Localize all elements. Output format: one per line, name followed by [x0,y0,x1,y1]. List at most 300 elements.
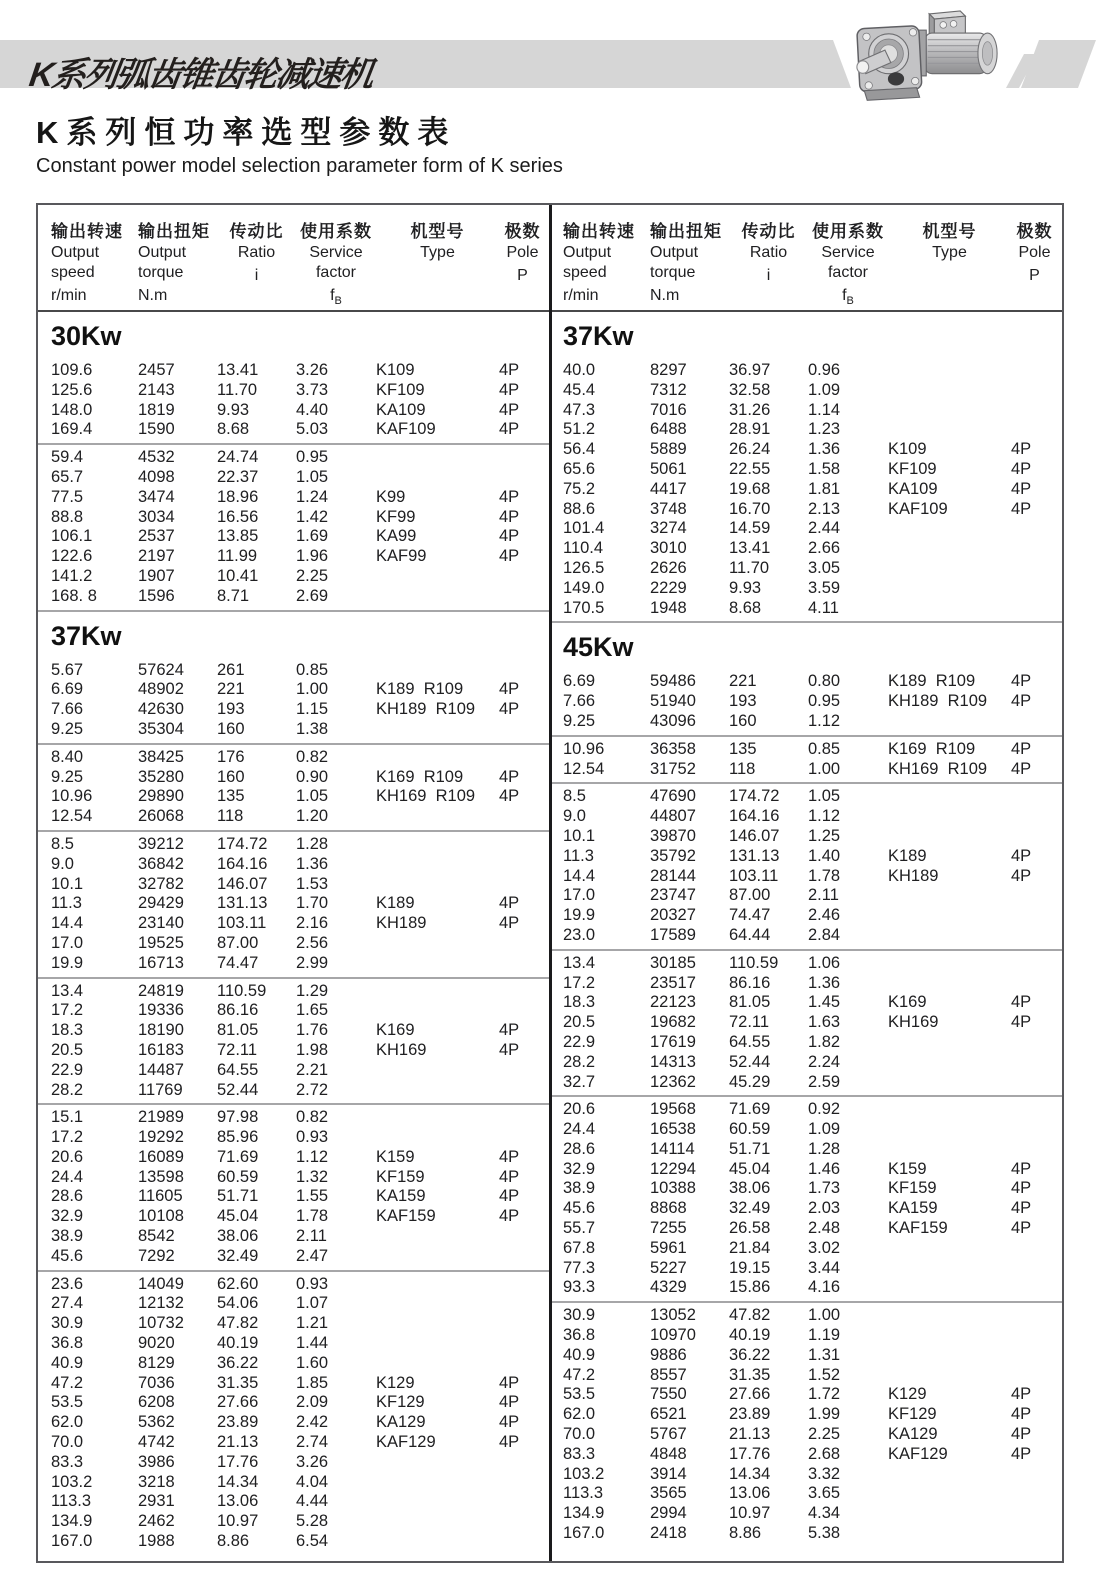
cell-pole [499,1492,550,1512]
cell-speed: 148.0 [51,400,93,419]
cell-speed: 126.5 [563,558,605,577]
cell-torque: 19568 [650,1100,696,1119]
cell-type: K99 [376,487,406,506]
cell-pole: 4P [1011,692,1032,711]
cell-ratio: 221 [729,672,757,691]
cell-pole [1011,1140,1062,1160]
cell-type [888,1259,1011,1279]
cell-type [888,559,1011,579]
cell-speed: 109.6 [51,361,93,379]
column-header-en: Pole [506,244,539,261]
cell-type [376,448,499,468]
cell-pole: 4P [1011,759,1032,778]
cell-ratio: 146.07 [217,874,268,893]
cell-type: KAF109 [376,420,436,439]
cell-type [888,420,1011,440]
cell-speed: 13.4 [51,981,84,1000]
column-header-en: Pole [1018,244,1051,261]
cell-factor: 2.25 [808,1425,841,1444]
table-row [563,420,1062,440]
cell-factor: 3.26 [296,361,329,379]
cell-speed: 32.7 [563,1072,596,1091]
cell-ratio: 32.58 [729,380,771,399]
page-subtitle: Constant power model selection parameter form of K series [36,155,563,177]
cell-ratio: 21.13 [729,1425,771,1444]
cell-ratio: 64.44 [729,925,771,944]
cell-type [888,1140,1011,1160]
cell-pole [1011,519,1062,539]
cell-torque: 3218 [138,1472,175,1491]
cell-factor: 1.20 [296,807,329,826]
table-row [563,1425,1062,1445]
cell-ratio: 87.00 [729,886,771,905]
cell-speed: 59.4 [51,448,84,467]
cell-factor: 3.05 [808,558,841,577]
cell-pole: 4P [1011,440,1032,459]
cell-factor: 1.98 [296,1040,329,1059]
table-row [51,1354,550,1374]
cell-pole: 4P [499,527,520,546]
cell-factor: 1.05 [296,787,329,806]
cell-type [888,886,1011,906]
cell-ratio: 27.66 [729,1385,771,1404]
table-row [51,700,550,720]
cell-speed: 36.8 [51,1334,84,1353]
cell-speed: 70.0 [563,1425,596,1444]
cell-torque: 47690 [650,787,696,806]
cell-factor: 0.90 [296,767,329,786]
cell-speed: 167.0 [563,1524,605,1543]
cell-pole [1011,1259,1062,1279]
cell-speed: 77.3 [563,1258,596,1277]
cell-torque: 32782 [138,874,184,893]
cell-torque: 13052 [650,1306,696,1325]
cell-factor: 1.55 [296,1187,329,1206]
cell-pole: 4P [499,547,520,566]
cell-type [376,587,499,607]
cell-ratio: 45.29 [729,1072,771,1091]
cell-pole: 4P [499,380,520,399]
cell-ratio: 60.59 [217,1167,259,1186]
column-header-en: Ratio [237,244,276,261]
cell-ratio: 23.89 [729,1405,771,1424]
table-row [51,361,550,381]
cell-pole: 4P [499,914,520,933]
cell-type [888,1366,1011,1386]
page-banner [0,0,1100,132]
cell-ratio: 71.69 [217,1147,259,1166]
cell-factor: 1.32 [296,1167,329,1186]
cell-ratio: 71.69 [729,1100,771,1119]
cell-ratio: 118 [217,807,244,826]
cell-ratio: 21.84 [729,1238,771,1257]
cell-torque: 43096 [650,711,696,730]
cell-speed: 10.96 [563,739,605,758]
cell-type: K189 [376,894,415,913]
cell-speed: 65.7 [51,467,84,486]
cell-factor: 2.16 [296,914,329,933]
cell-torque: 35280 [138,767,184,786]
cell-type [376,954,499,974]
cell-speed: 19.9 [51,953,84,972]
cell-pole: 4P [1011,846,1032,865]
cell-type [888,1120,1011,1140]
table-row [51,587,550,607]
table-row [51,527,550,547]
cell-type [888,954,1011,974]
row-group [550,1301,1062,1547]
table-row [51,547,550,567]
table-row [51,1061,550,1081]
table-row [51,1334,550,1354]
cell-factor: 3.44 [808,1258,841,1277]
table-row [563,559,1062,579]
cell-pole [499,1001,550,1021]
cell-pole [1011,1033,1062,1053]
cell-ratio: 14.34 [217,1472,259,1491]
cell-type [376,1227,499,1247]
cell-speed: 47.2 [51,1373,84,1392]
cell-ratio: 51.71 [217,1187,259,1206]
cell-ratio: 8.86 [217,1532,250,1551]
cell-factor: 0.80 [808,672,841,691]
cell-ratio: 8.68 [217,420,250,439]
cell-factor: 3.26 [296,1452,329,1471]
column-header-type [376,221,499,312]
cell-ratio: 193 [729,692,757,711]
table-row [563,1346,1062,1366]
cell-speed: 27.4 [51,1294,84,1313]
power-section-title: 45Kw [550,621,1062,669]
cell-type [376,1492,499,1512]
row-group [550,1095,1062,1301]
cell-speed: 28.2 [51,1080,84,1099]
cell-ratio: 31.35 [729,1365,771,1384]
cell-pole [1011,539,1062,559]
table-row [563,1366,1062,1386]
cell-speed: 8.40 [51,747,84,766]
cell-speed: 167.0 [51,1532,93,1551]
cell-torque: 2462 [138,1512,175,1531]
cell-torque: 2418 [650,1524,687,1543]
cell-torque: 7312 [650,380,687,399]
cell-type: KAF159 [888,1219,948,1238]
cell-speed: 38.9 [51,1227,84,1246]
cell-torque: 1596 [138,586,175,605]
cell-factor: 3.73 [296,380,329,399]
table-center-divider [549,205,552,1561]
cell-pole [499,954,550,974]
column-header-torque [650,221,729,312]
cell-factor: 1.00 [296,680,329,699]
cell-type [888,906,1011,926]
cell-type [888,1306,1011,1326]
cell-type [888,1033,1011,1053]
series-banner-title: K系列弧齿锥齿轮减速机 [26,56,375,94]
cell-speed: 19.9 [563,906,596,925]
cell-speed: 30.9 [563,1306,596,1325]
cell-ratio: 72.11 [729,1013,770,1032]
cell-torque: 36358 [650,739,696,758]
cell-pole: 4P [499,1187,520,1206]
fan-cover [978,33,997,74]
cell-type: KAF129 [888,1444,948,1463]
cell-type [376,748,499,768]
table-row [51,1473,550,1493]
column-header-en: torque [138,264,184,281]
cell-factor: 1.28 [808,1139,841,1158]
column-header-zh: 极数 [1016,222,1053,241]
cell-speed: 12.54 [563,759,605,778]
cell-factor: 1.36 [296,854,329,873]
cell-factor: 2.46 [808,906,841,925]
column-header-en: factor [315,264,356,281]
table-row [563,1326,1062,1346]
cell-speed: 47.2 [563,1365,596,1384]
cell-pole [499,1061,550,1081]
cell-torque: 39870 [650,826,696,845]
table-row [51,1081,550,1101]
cell-ratio: 174.72 [729,787,780,806]
row-group [38,658,550,743]
cell-type [888,926,1011,946]
cell-pole: 4P [499,1413,520,1432]
column-header-unit: r/min [51,287,87,304]
column-header-en: Ratio [749,244,788,261]
cell-type [376,875,499,895]
cell-pole [1011,1278,1062,1298]
cell-ratio: 36.97 [729,361,771,379]
cell-ratio: 54.06 [217,1294,259,1313]
cell-torque: 39212 [138,834,184,853]
column-header-pole [1011,221,1058,312]
cell-speed: 14.4 [51,914,84,933]
table-right-half [550,205,1062,1561]
cell-pole: 4P [499,400,520,419]
cell-factor: 6.54 [296,1532,329,1551]
cell-pole: 4P [1011,1013,1032,1032]
cell-type [376,1275,499,1295]
cell-speed: 7.66 [563,692,596,711]
cell-type [376,1334,499,1354]
cell-type [888,1239,1011,1259]
cell-type [376,1512,499,1532]
cell-type: KH169 [376,1040,427,1059]
column-header-ratio [217,221,296,312]
table-row [563,974,1062,994]
column-header-pole [499,221,546,312]
table-row [563,740,1062,760]
cell-speed: 103.2 [51,1472,93,1491]
column-header-zh: 输出扭矩 [138,222,210,241]
cell-ratio: 40.19 [729,1326,771,1345]
cell-speed: 88.8 [51,507,84,526]
cell-ratio: 86.16 [729,973,771,992]
cell-speed: 62.0 [51,1413,84,1432]
cell-factor: 1.12 [808,711,841,730]
cell-torque: 3986 [138,1452,175,1471]
cell-speed: 62.0 [563,1405,596,1424]
cell-ratio: 62.60 [217,1274,259,1293]
table-row [51,381,550,401]
cell-torque: 3274 [650,519,687,538]
cell-torque: 23747 [650,886,696,905]
table-row [563,1405,1062,1425]
cell-factor: 0.92 [808,1100,841,1119]
cell-ratio: 81.05 [729,993,771,1012]
cell-ratio: 176 [217,747,245,766]
cell-speed: 75.2 [563,479,596,498]
cell-ratio: 15.86 [729,1278,771,1297]
cell-factor: 1.81 [808,479,841,498]
cell-type [376,1294,499,1314]
table-row [51,1187,550,1207]
cell-speed: 11.3 [51,894,82,913]
cell-torque: 9020 [138,1334,175,1353]
cell-pole: 4P [1011,993,1032,1012]
cell-factor: 2.44 [808,519,841,538]
cell-ratio: 86.16 [217,1001,259,1020]
cell-type [888,1100,1011,1120]
cell-factor: 1.40 [808,846,841,865]
cell-speed: 70.0 [51,1433,84,1452]
cell-factor: 4.16 [808,1278,841,1297]
cell-torque: 2197 [138,547,175,566]
cell-speed: 45.6 [51,1246,84,1265]
cell-factor: 2.13 [808,499,841,518]
cell-torque: 29890 [138,787,184,806]
cell-ratio: 81.05 [217,1021,259,1040]
cell-type: KAF129 [376,1433,436,1452]
cell-ratio: 103.11 [729,866,779,885]
cell-factor: 1.44 [296,1334,329,1353]
row-group [38,1270,550,1555]
cell-ratio: 164.16 [729,807,780,826]
cell-torque: 7292 [138,1246,175,1265]
cell-speed: 9.25 [563,711,596,730]
cell-pole: 4P [499,1393,520,1412]
column-header-unit: i [254,267,259,284]
table-row [51,1393,550,1413]
cell-factor: 1.45 [808,993,841,1012]
table-row [563,787,1062,807]
table-row [51,1021,550,1041]
cell-pole [499,1473,550,1493]
column-header-unit: $f_B$ [842,287,854,308]
table-row [563,692,1062,712]
table-row [563,760,1062,780]
cell-factor: 1.99 [808,1405,841,1424]
cell-torque: 8542 [138,1227,175,1246]
table-row [51,1148,550,1168]
cell-factor: 0.85 [808,739,841,758]
table-row [563,1385,1062,1405]
row-group [550,782,1062,948]
table-row [563,401,1062,421]
cell-factor: 1.07 [296,1294,329,1313]
cell-speed: 45.6 [563,1199,596,1218]
cell-factor: 3.59 [808,578,841,597]
cell-factor: 1.70 [296,894,329,913]
cell-speed: 56.4 [563,440,596,459]
cell-pole [499,1275,550,1295]
cell-torque: 23517 [650,973,696,992]
cell-torque: 1590 [138,420,175,439]
table-row [563,1033,1062,1053]
cell-pole [1011,420,1062,440]
cell-pole: 4P [499,767,520,786]
cell-factor: 0.82 [296,747,329,766]
cell-pole: 4P [1011,479,1032,498]
table-row [563,1179,1062,1199]
cell-factor: 0.93 [296,1274,329,1293]
cell-pole: 4P [499,361,520,379]
cell-speed: 20.6 [563,1100,596,1119]
cell-torque: 7016 [650,400,687,419]
table-row [563,1504,1062,1524]
table-row [51,1413,550,1433]
cell-ratio: 11.70 [217,380,258,399]
column-header-en: factor [827,264,868,281]
cell-pole: 4P [499,680,520,699]
cell-factor: 1.21 [296,1314,329,1333]
cell-pole: 4P [1011,1405,1032,1424]
row-group [38,743,550,830]
table-row [563,993,1062,1013]
cell-pole [499,855,550,875]
cell-torque: 16183 [138,1040,184,1059]
cell-torque: 2457 [138,361,175,379]
cell-speed: 14.4 [563,866,596,885]
cell-ratio: 36.22 [217,1353,259,1372]
cell-torque: 17589 [650,925,696,944]
cell-pole [1011,1524,1062,1544]
cell-pole [499,448,550,468]
cell-ratio: 131.13 [729,846,780,865]
cell-ratio: 11.70 [729,558,770,577]
cell-torque: 4417 [650,479,687,498]
cell-type [888,1073,1011,1093]
row-group [550,949,1062,1096]
cell-pole [499,1108,550,1128]
cell-torque: 8129 [138,1353,175,1372]
cell-factor: 1.24 [296,487,329,506]
cell-pole: 4P [499,420,520,439]
cell-pole [499,1247,550,1267]
cell-type [376,567,499,587]
cell-speed: 5.67 [51,660,84,679]
column-header-zh: 机型号 [922,222,977,241]
cell-ratio: 17.76 [217,1452,259,1471]
cell-type [888,974,1011,994]
cell-torque: 3565 [650,1484,687,1503]
cell-pole: 4P [499,1147,520,1166]
cell-speed: 32.9 [563,1159,596,1178]
table-row [563,440,1062,460]
cell-ratio: 26.58 [729,1219,771,1238]
cell-ratio: 18.96 [217,487,259,506]
cell-torque: 8868 [650,1199,687,1218]
table-row [563,827,1062,847]
cell-ratio: 27.66 [217,1393,259,1412]
cell-type: KH169 R109 [888,759,988,778]
cell-pole: 4P [499,1433,520,1452]
cell-speed: 23.6 [51,1274,84,1293]
cell-type [888,1278,1011,1298]
cell-torque: 4532 [138,448,175,467]
cell-type: K129 [888,1385,927,1404]
cell-ratio: 23.89 [217,1413,259,1432]
